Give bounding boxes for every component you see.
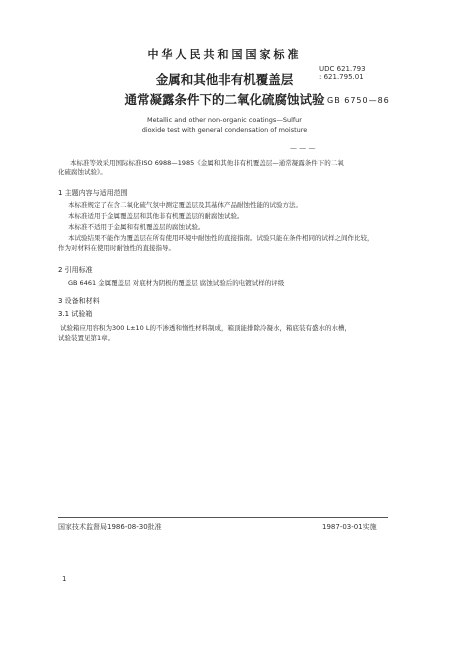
approval-date: 国家技术监督局1986-08-30批准 (58, 523, 162, 531)
udc-code-line: UDC 621.793 (319, 65, 366, 73)
section-paragraph: 本试验结果不能作为覆盖层在所有使用环境中耐蚀性的直接指南。试验只能在条件相同的试样之间作比较， (68, 234, 374, 242)
section-paragraph: 本标准不适用于金属和有机覆盖层的腐蚀试验。 (68, 223, 205, 231)
section-paragraph: 本标准规定了在含二氧化硫气氛中测定覆盖层及其基体产品耐蚀性能的试验方法。 (68, 201, 302, 209)
standard-masthead: 中华人民共和国国家标准 (147, 48, 302, 61)
intro-line: 本标准等效采用国际标准ISO 6988—1985《金属和其他非有机覆盖层—通常凝露条件下的二氧 (70, 159, 344, 167)
subsection-heading: 3.1 试验箱 (58, 310, 93, 318)
footer-rule (58, 517, 388, 518)
implementation-date: 1987-03-01实施 (322, 523, 377, 531)
section-paragraph: GB 6461 金属覆盖层 对底材为阴极的覆盖层 腐蚀试验后的电镀试样的评级 (68, 279, 285, 287)
title-en-line1: Metallic and other non-organic coatings—Sulfur (147, 116, 302, 124)
section-heading: 1 主题内容与适用范围 (58, 189, 128, 197)
title-zh-line1: 金属和其他非有机覆盖层 (155, 72, 294, 87)
section-heading: 3 设备和材料 (58, 297, 100, 305)
section-paragraph: 本标准适用于金属覆盖层和其他非有机覆盖层的耐腐蚀试验。 (68, 212, 244, 220)
intro-line: 化硫腐蚀试验》。 (58, 168, 107, 176)
section-paragraph: 试验装置见第1章。 (58, 334, 115, 342)
standard-number: GB 6750—86 (327, 96, 390, 105)
title-separator: — — — (290, 144, 316, 152)
section-heading: 2 引用标准 (58, 266, 93, 274)
udc-code-line: : 621.795.01 (319, 73, 364, 81)
section-paragraph: 作为对材料在使用时耐蚀性的直接指导。 (58, 244, 175, 252)
page-number: 1 (62, 575, 67, 583)
title-en-line2: dioxide test with general condensation of moisture (141, 126, 308, 134)
title-zh-line2: 通常凝露条件下的二氧化硫腐蚀试验 (124, 92, 325, 107)
section-paragraph: 试验箱应用容积为300 L±10 L的不渗透和惰性材料制成，箱顶能排除冷凝水，箱底装有盛水的水槽， (60, 324, 351, 332)
